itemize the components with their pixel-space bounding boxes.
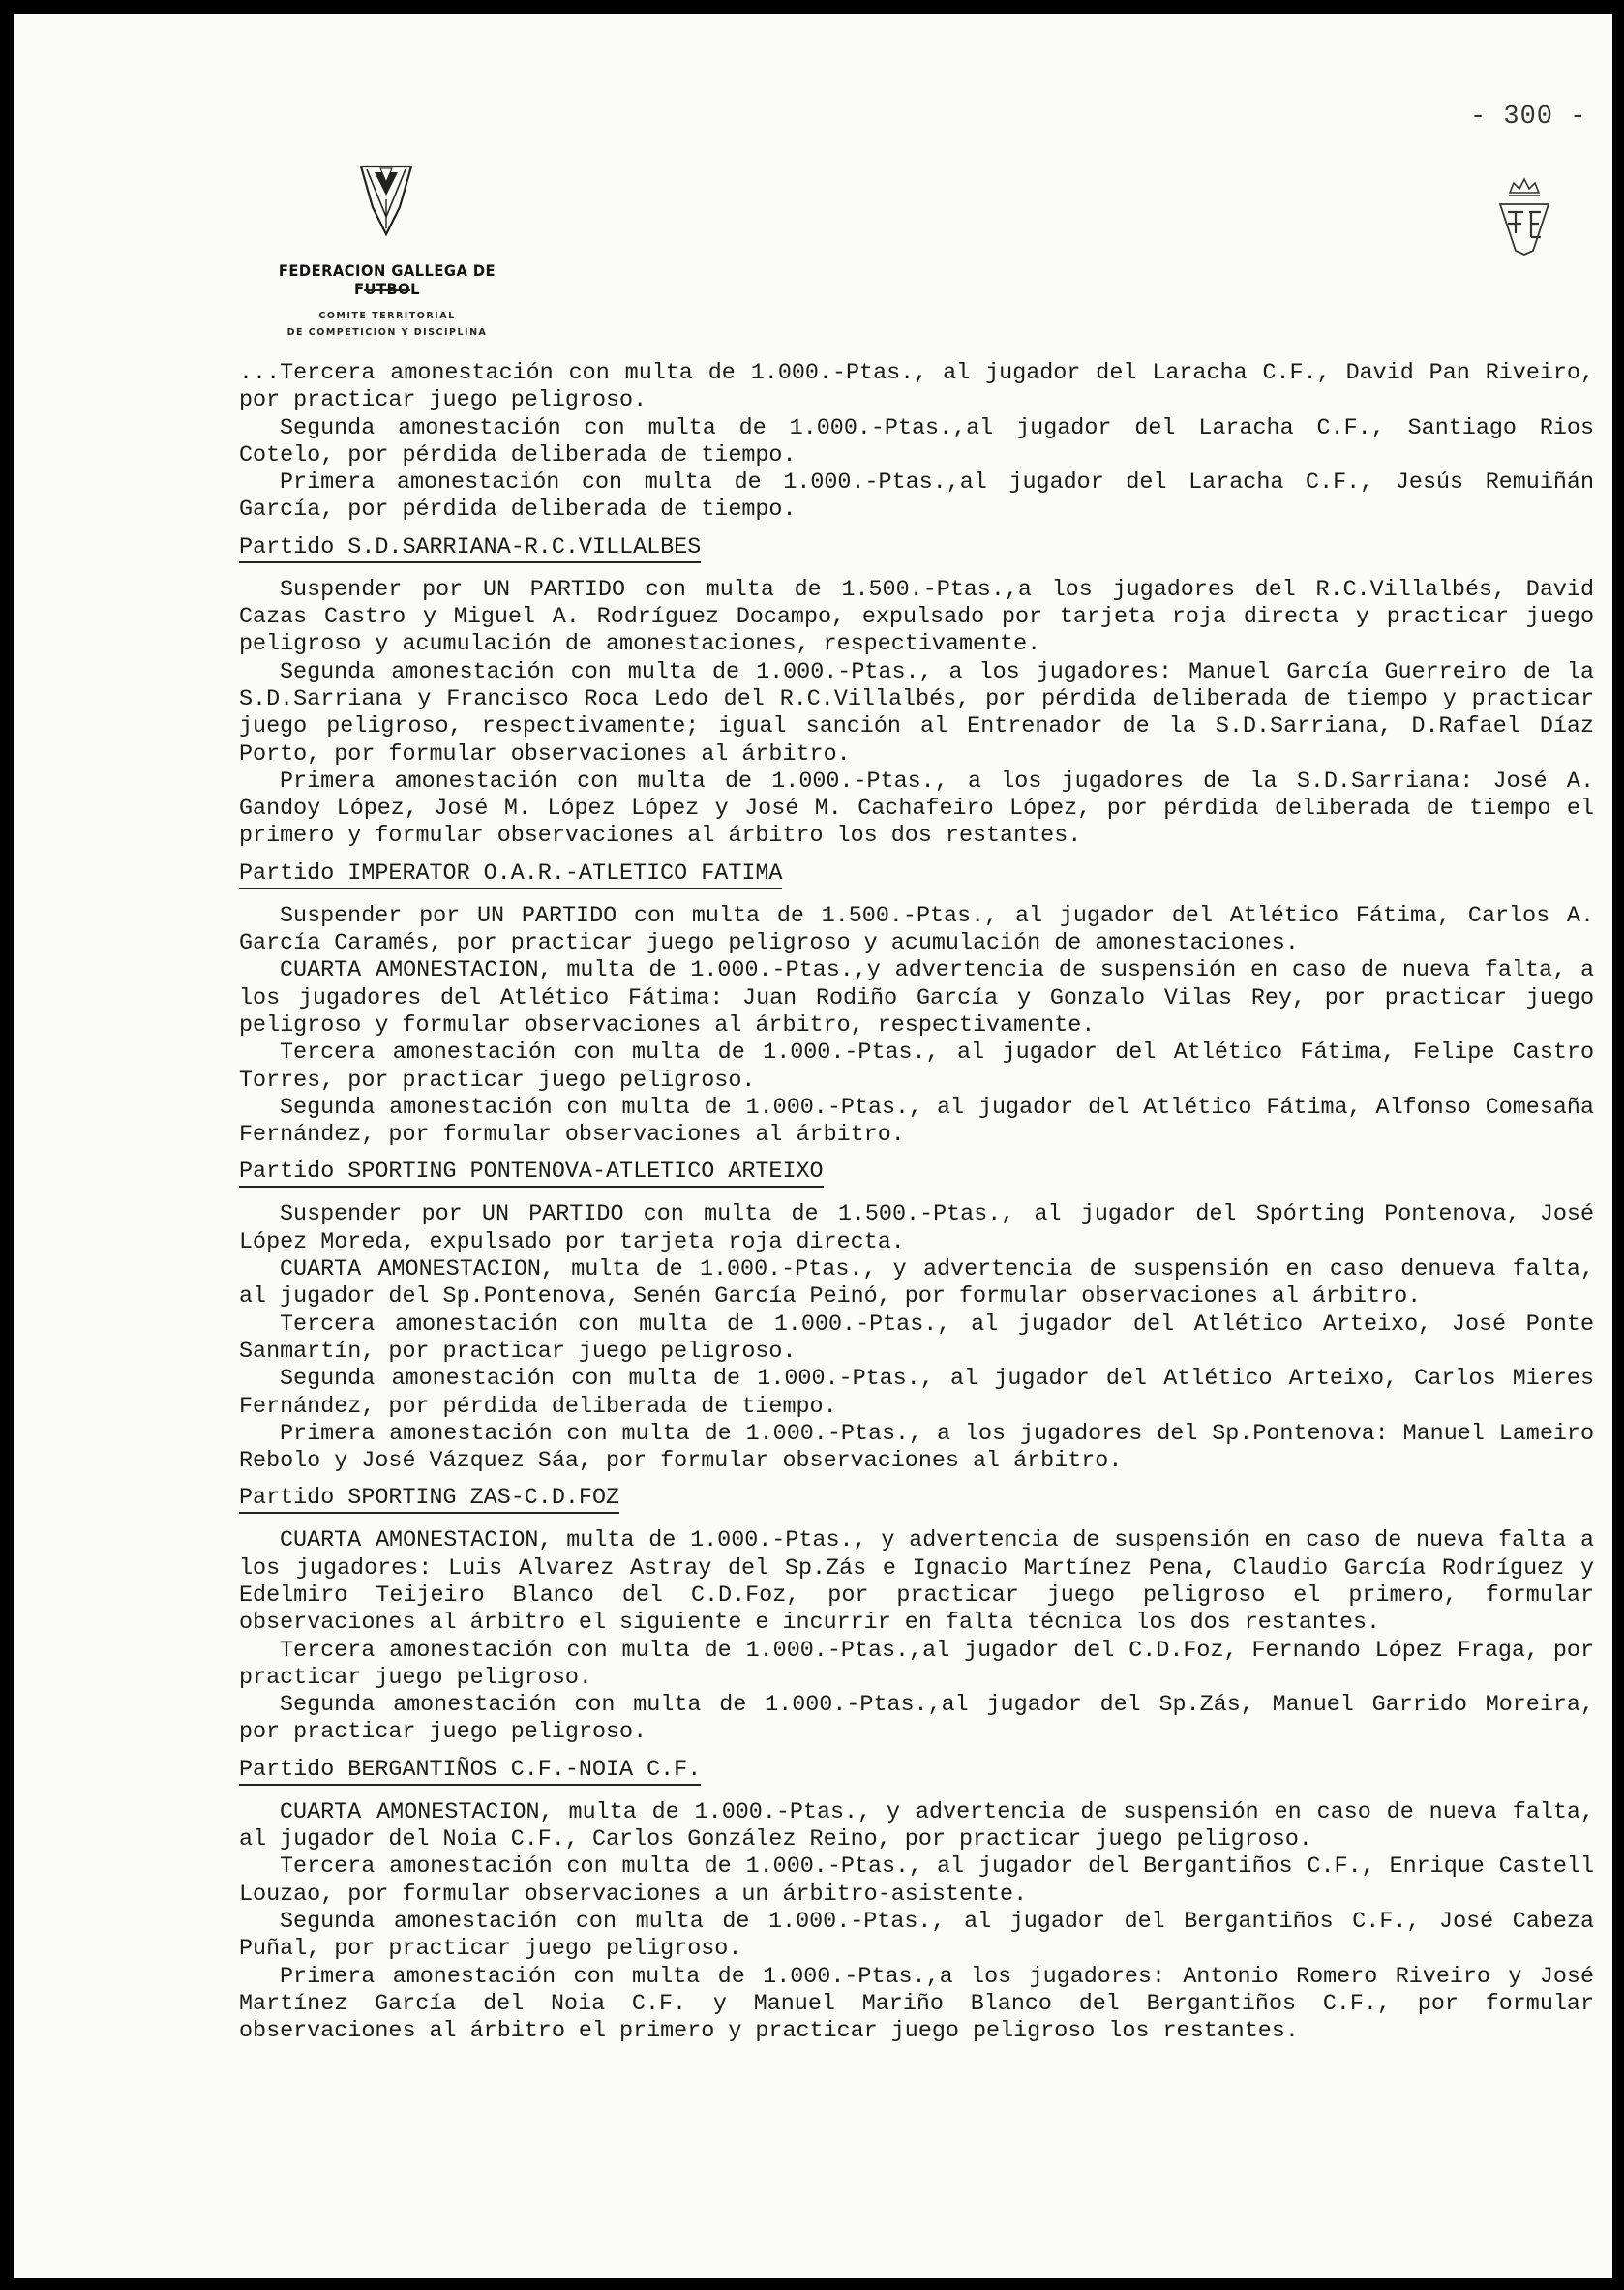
match-section-bergantinos-noia [239, 1757, 1594, 2046]
sanction-paragraph: CUARTA AMONESTACION, multa de 1.000.-Ptas.,y advertencia de suspensión en caso de nueva falta, a los jugadores del Atlético Fátima: Juan Rodiño García y Gonzalo Vilas Rey, por practicar juego peligroso y formular observaciones al árbitro, respectivamente. [239, 958, 1594, 1039]
sanction-paragraph: Tercera amonestación con multa de 1.000.-Ptas., al jugador del Atlético Fátima, Felipe Castro Torres, por practicar juego peligroso. [239, 1040, 1594, 1094]
sanction-paragraph: Suspender por UN PARTIDO con multa de 1.500.-Ptas., al jugador del Spórting Pontenova, José López Moreda, expulsado por tarjeta roja directa. [239, 1202, 1594, 1255]
sanction-paragraph: CUARTA AMONESTACION, multa de 1.000.-Ptas., y advertencia de suspensión en caso de nueva falta, al jugador del Noia C.F., Carlos González Reino, por practicar juego peligroso. [239, 1799, 1594, 1853]
match-section-zas-foz [239, 1485, 1594, 1746]
federation-name: FEDERACION GALLEGA DE FUTBOL [278, 261, 496, 298]
sanction-paragraph: CUARTA AMONESTACION, multa de 1.000.-Ptas., y advertencia de suspensión en caso de nueva falta a los jugadores: Luis Alvarez Astray del Sp.Zás e Ignacio Martínez Pena, Claudio García Rodríguez y Edelmiro Teijeiro Blanco del C.D.Foz, por practicar juego peligroso el primero, formular observaciones al árbitro el siguiente e incurrir en falta técnica los dos restantes. [239, 1528, 1594, 1637]
federation-divider [364, 289, 410, 291]
intro-paragraph-2: Segunda amonestación con multa de 1.000.-Ptas.,al jugador del Laracha C.F., Santiago Rios Cotelo, por pérdida deliberada de tiempo. [239, 415, 1594, 468]
sanction-paragraph: Primera amonestación con multa de 1.000.-Ptas.,a los jugadores: Antonio Romero Riveiro y José Martínez García del Noia C.F. y Manuel Mariño Blanco del Bergantiños C.F., por formular observaciones al árbitro el primero y practicar juego peligroso los restantes. [239, 1964, 1594, 2045]
page-number: - 300 - [1470, 103, 1587, 132]
sanction-paragraph: Tercera amonestación con multa de 1.000.-Ptas.,al jugador del C.D.Foz, Fernando López Fraga, por practicar juego peligroso. [239, 1638, 1594, 1691]
sanction-paragraph: Segunda amonestación con multa de 1.000.-Ptas., al jugador del Atlético Fátima, Alfonso Comesaña Fernández, por formular observaciones al árbitro. [239, 1095, 1594, 1149]
intro-paragraph-3: Primera amonestación con multa de 1.000.-Ptas.,al jugador del Laracha C.F., Jesús Remuiñán García, por pérdida deliberada de tiempo. [239, 470, 1594, 524]
match-section-sarriana-villalbes [239, 534, 1594, 851]
sanction-paragraph: Segunda amonestación con multa de 1.000.-Ptas., al jugador del Atlético Arteixo, Carlos Mieres Fernández, por pérdida deliberada de tiempo. [239, 1367, 1594, 1420]
match-heading: Partido SPORTING PONTENOVA-ATLETICO ARTEIXO [239, 1160, 824, 1188]
document-page [14, 14, 1612, 2278]
match-heading: Partido BERGANTIÑOS C.F.-NOIA C.F. [239, 1758, 701, 1786]
sanction-paragraph: Tercera amonestación con multa de 1.000.-Ptas., al jugador del Bergantiños C.F., Enrique Castell Louzao, por formular observaciones a un árbitro-asistente. [239, 1854, 1594, 1908]
match-section-pontenova-arteixo [239, 1159, 1594, 1475]
match-heading: Partido SPORTING ZAS-C.D.FOZ [239, 1486, 619, 1514]
sanction-paragraph: Segunda amonestación con multa de 1.000.-Ptas., a los jugadores: Manuel García Guerreiro de la S.D.Sarriana y Francisco Roca Ledo del R.C.Villalbés, por pérdida deliberada de tiempo y practicar juego peligroso, respectivamente; igual sanción al Entrenador de la S.D.Sarriana, D.Rafael Díaz Porto, por formular observaciones al árbitro. [239, 659, 1594, 768]
federation-shield-icon [357, 161, 415, 238]
sanction-paragraph: CUARTA AMONESTACION, multa de 1.000.-Ptas., y advertencia de suspensión en caso denueva falta, al jugador del Sp.Pontenova, Senén García Peinó, por formular observaciones al árbitro. [239, 1257, 1594, 1311]
committee-line-1: COMITE TERRITORIAL [318, 311, 456, 321]
sanction-paragraph: Tercera amonestación con multa de 1.000.-Ptas., al jugador del Atlético Arteixo, José Ponte Sanmartín, por practicar juego peligroso. [239, 1311, 1594, 1365]
committee-name [242, 308, 532, 341]
match-heading: Partido IMPERATOR O.A.R.-ATLETICO FATIMA [239, 861, 782, 889]
sanction-paragraph: Suspender por UN PARTIDO con multa de 1.500.-Ptas.,a los jugadores del R.C.Villalbés, David Cazas Castro y Miguel A. Rodríguez Docampo, expulsado por tarjeta roja directa y practicar juego peligroso y acumulación de amonestaciones, respectivamente. [239, 577, 1594, 658]
sanction-paragraph: Primera amonestación con multa de 1.000.-Ptas., a los jugadores de la S.D.Sarriana: José A. Gandoy López, José M. López López y José M. Cachafeiro López, por pérdida deliberada de tiempo el primero y formular observaciones al árbitro los dos restantes. [239, 768, 1594, 850]
match-heading: Partido S.D.SARRIANA-R.C.VILLALBES [239, 535, 701, 563]
match-section-imperator-fatima [239, 860, 1594, 1150]
sanction-paragraph: Segunda amonestación con multa de 1.000.-Ptas.,al jugador del Sp.Zás, Manuel Garrido Moreira, por practicar juego peligroso. [239, 1693, 1594, 1746]
sanction-paragraph: Segunda amonestación con multa de 1.000.-Ptas., al jugador del Bergantiños C.F., José Cabeza Puñal, por practicar juego peligroso. [239, 1909, 1594, 1963]
committee-line-2: DE COMPETICION Y DISCIPLINA [286, 327, 488, 338]
sanction-paragraph: Primera amonestación con multa de 1.000.-Ptas., a los jugadores del Sp.Pontenova: Manuel Lameiro Rebolo y José Vázquez Sáa, por formular observaciones al árbitro. [239, 1421, 1594, 1475]
sanction-paragraph: Suspender por UN PARTIDO con multa de 1.500.-Ptas., al jugador del Atlético Fátima, Carlos A. García Caramés, por practicar juego peligroso y acumulación de amonestaciones. [239, 903, 1594, 957]
document-body [239, 360, 1594, 2045]
intro-paragraph-1: ...Tercera amonestación con multa de 1.000.-Ptas., al jugador del Laracha C.F., David Pan Riveiro, por practicar juego peligroso. [239, 361, 1594, 414]
crowned-monogram-icon [1494, 173, 1554, 260]
